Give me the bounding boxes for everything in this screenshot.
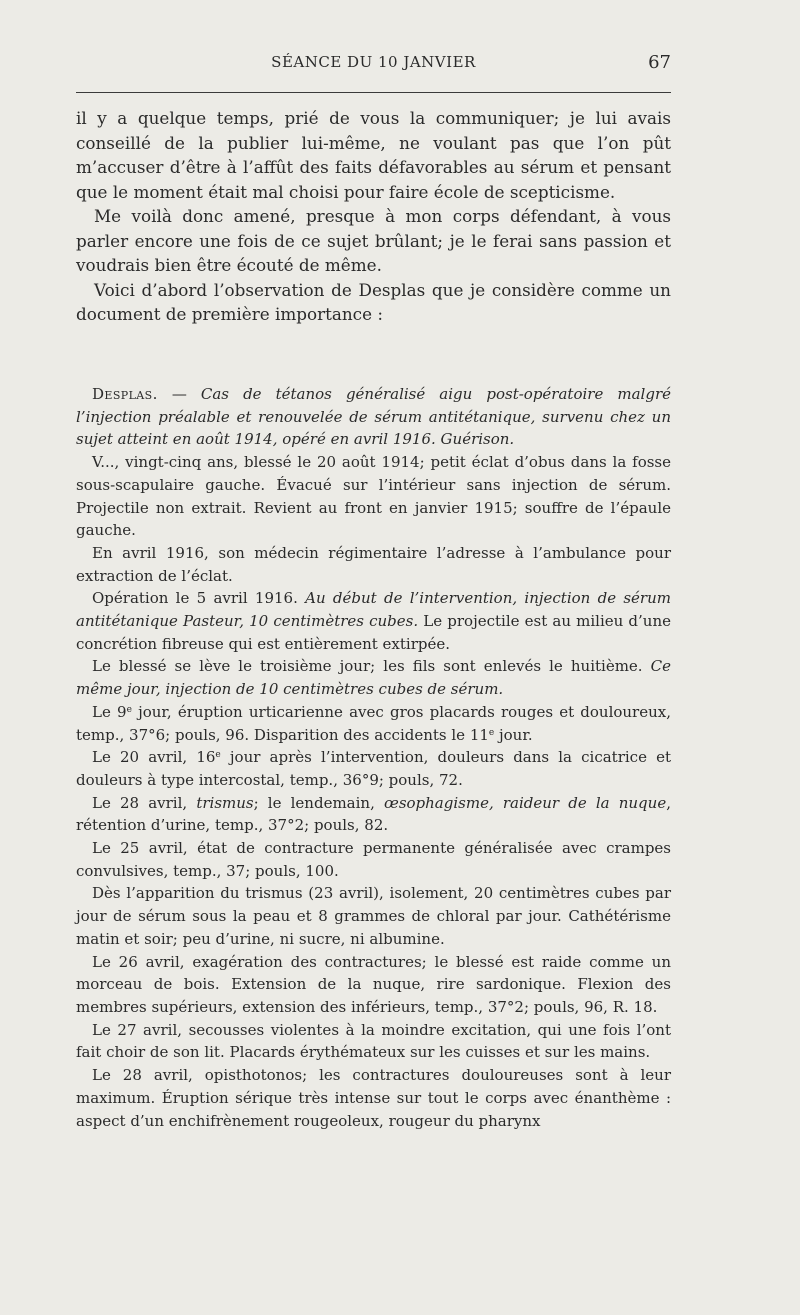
superscript: e [215, 750, 221, 761]
case-text: Le 9 [92, 702, 127, 721]
case-author: Desplas. [92, 385, 158, 403]
case-italic: Au début de l’intervention, injection de sérum antitétanique Pasteur, 10 centimètres cubes. [76, 589, 671, 631]
main-text [76, 106, 671, 327]
case-text: jour. [494, 725, 533, 744]
case-italic: trismus [196, 793, 254, 812]
case-text: Le blessé se lève le troisième jour; les fils sont enlevés le huitième. [92, 657, 651, 676]
case-paragraph: Le 26 avril, exagération des contractures; le blessé est raide comme un morceau de bois. Extension de la nuque, rire sardonique. Flexion des membres supérieurs, extension des inférieurs, temp., 37°2; pouls, 96, R. 18. [76, 952, 671, 1016]
header-rule [76, 92, 671, 93]
case-paragraph: Le 25 avril, état de contracture permanente généralisée avec crampes convulsives, temp., 37; pouls, 100. [76, 839, 671, 880]
case-text: Le 28 avril, [92, 793, 197, 812]
case-paragraph: En avril 1916, son médecin régimentaire l’adresse à l’ambulance pour extraction de l’éclat. [76, 543, 671, 585]
case-paragraph: V..., vingt-cinq ans, blessé le 20 août 1914; petit éclat d’obus dans la fosse sous-scapulaire gauche. Évacué sur l’intérieur sans injection de sérum. Projectile non extrait. Revient au front en janvier 1915; souffre de l’épaule gauche. [76, 453, 671, 540]
case-text: jour, éruption urticarienne avec gros placards rouges et douloureux, temp., 37°6; pouls, 96. Disparition des accidents le 11 [76, 702, 671, 744]
case-heading [76, 383, 671, 451]
case-italic: œsophagisme, raideur de la nuque [383, 793, 667, 812]
case-paragraph [76, 701, 671, 746]
case-title: Cas de tétanos généralisé aigu post-opératoire malgré l’injection préalable et renouvelée de sérum antitétanique, survenu chez un sujet atteint en août 1914, opéré en avril 1916. Guérison. [76, 385, 671, 449]
case-text: Le projectile est au milieu d’une concrétion fibreuse qui est entièrement extirpée. [76, 612, 672, 653]
case-text: Opération le 5 avril 1916. [92, 589, 306, 608]
case-text: ; le lendemain, [253, 793, 384, 812]
case-paragraph: Le 28 avril, opisthotonos; les contractures douloureuses sont à leur maximum. Éruption sérique très intense sur tout le corps avec énanthème : aspect d’un enchifrènement rougeoleux, rougeur du pharynx [76, 1066, 671, 1130]
superscript: e [488, 727, 495, 738]
case-paragraph [76, 655, 671, 700]
case-paragraph [76, 746, 671, 791]
case-paragraph [76, 792, 671, 837]
superscript: e [126, 704, 132, 715]
paragraph: Me voilà donc amené, presque à mon corps défendant, à vous parler encore une fois de ce sujet brûlant; je le ferai sans passion et voudrais bien être écouté de même. [76, 206, 671, 275]
case-text: jour après l’intervention, douleurs dans la cicatrice et douleurs à type intercostal, temp., 36°9; pouls, 72. [76, 748, 671, 789]
case-paragraph [76, 587, 671, 655]
case-paragraph: Dès l’apparition du trismus (23 avril), isolement, 20 centimètres cubes par jour de sérum sous la peau et 8 grammes de chloral par jour. Cathétérisme matin et soir; peu d’urine, ni sucre, ni albumine. [76, 884, 671, 948]
case-text: Le 20 avril, 16 [92, 748, 216, 767]
case-italic: Ce même jour, injection de 10 centimètres cubes de sérum. [76, 657, 671, 699]
case-text: , rétention d’urine, temp., 37°2; pouls, 82. [76, 793, 671, 835]
page-header [76, 52, 671, 76]
paragraph: Voici d’abord l’observation de Desplas que je considère comme un document de première importance : [76, 279, 671, 324]
case-paragraph: Le 27 avril, secousses violentes à la moindre excitation, qui une fois l’ont fait choir de son lit. Placards érythémateux sur les cuisses et sur les mains. [76, 1020, 671, 1062]
case-dash: — [157, 385, 201, 403]
page-number: 67 [648, 52, 671, 73]
running-head: SÉANCE DU 10 JANVIER [271, 53, 476, 71]
case-report [76, 383, 671, 1132]
paragraph: il y a quelque temps, prié de vous la communiquer; je lui avais conseillé de la publier lui-même, ne voulant pas que l’on pût m’accuser d’être à l’affût des faits défavorables au sérum et pensant que le moment était mal choisi pour faire école de scepticisme. [76, 108, 671, 202]
